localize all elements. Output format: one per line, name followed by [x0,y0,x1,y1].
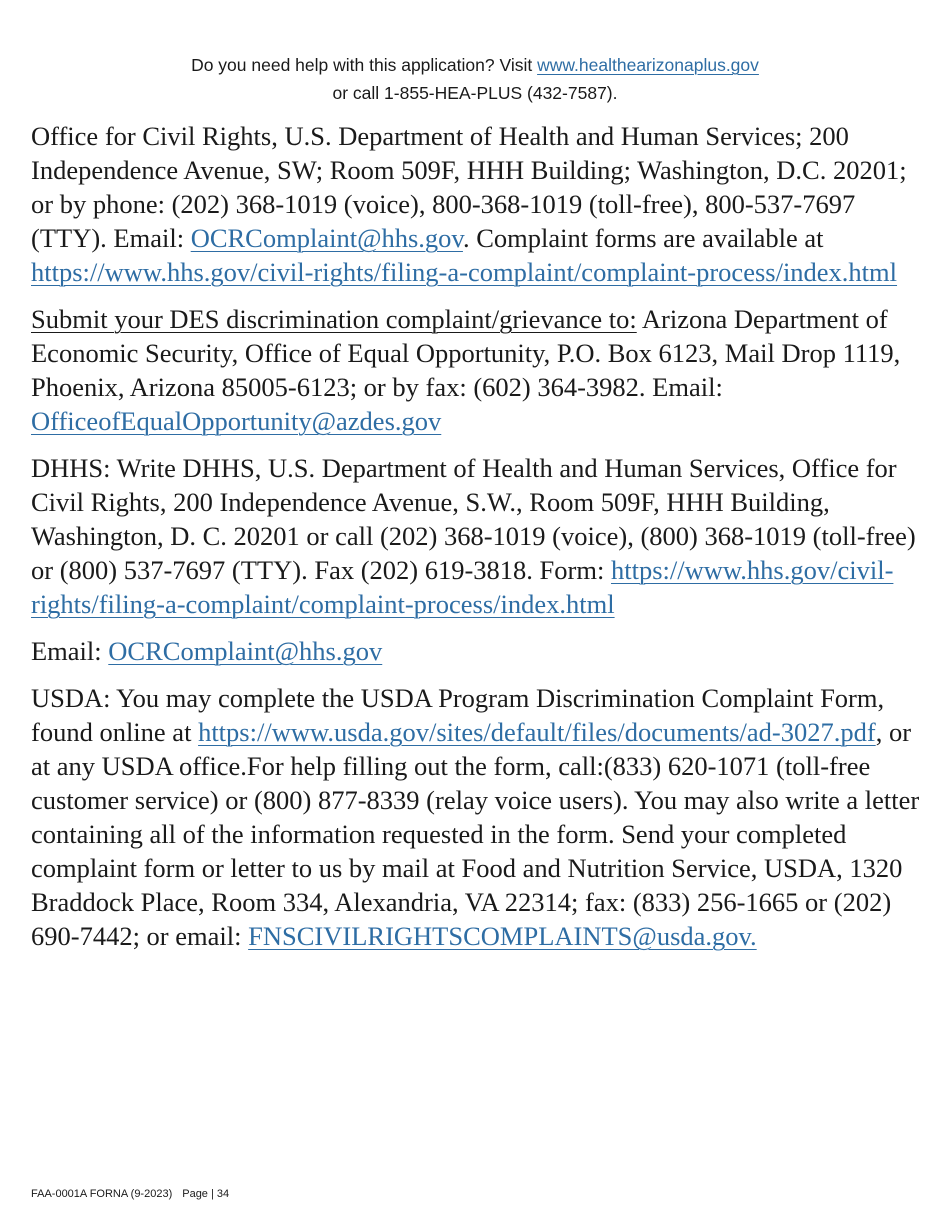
page-number: Page | 34 [182,1188,230,1200]
usda-text: USDA: You may complete the USDA Program Discrimination Complaint Form, found online at [31,683,885,747]
help-line-2: or call 1-855-HEA-PLUS (432-7587). [332,83,618,103]
usda-form-link[interactable]: https://www.usda.gov/sites/default/files/documents/ad-3027.pdf [198,717,876,747]
des-paragraph [31,302,921,438]
ocr-paragraph [31,119,921,289]
dhhs-text: DHHS: Write DHHS, U.S. Department of Health and Human Services, Office for Civil Rights, 200 Independence Avenue, S.W., Room 509F, HHH Building, Washington, D. C. 20201 or call (202) 368-1019 (voice), (800) 368-1019 (toll-free) or (800) 537-7697 (TTY). Fax (202) 619-3818. Form: [31,453,916,585]
des-heading: Submit your DES discrimination complaint/grievance to: [31,304,637,334]
help-line-1 [0,51,950,79]
usda-email-link[interactable]: FNSCIVILRIGHTSCOMPLAINTS@usda.gov. [248,921,757,951]
hhs-email-link[interactable]: OCRComplaint@hhs.gov [108,636,383,666]
dhhs-paragraph [31,451,921,621]
form-id: FAA-0001A FORNA (9-2023) [31,1188,173,1200]
usda-text-2: , or at any USDA office.For help filling out the form, call:(833) 620-1071 (toll-free customer service) or (800) 877-8339 (relay voice users). You may also write a letter containing all of the information requested in the form. Send your completed complaint form or letter to us by mail at Food and Nutrition Service, USDA, 1320 Braddock Place, Room 334, Alexandria, VA 22314; fax: (833) 256-1665 or (202) 690-7442; or email: [31,717,920,951]
dhhs-form-link[interactable]: https://www.hhs.gov/civil-rights/filing-a-complaint/complaint-process/index.html [31,555,894,619]
help-text: Do you need help with this application? Visit [191,55,538,75]
ocr-complaint-link[interactable]: https://www.hhs.gov/civil-rights/filing-a-complaint/complaint-process/index.html [31,257,898,287]
usda-paragraph [31,681,921,953]
email-paragraph [31,634,921,668]
ocr-text-2: . Complaint forms are available at [462,223,824,253]
website-link[interactable]: www.healthearizonaplus.gov [537,55,759,75]
email-label: Email: [31,636,109,666]
ocr-email-link[interactable]: OCRComplaint@hhs.gov [190,223,463,253]
ocr-text: Office for Civil Rights, U.S. Department of Health and Human Services; 200 Independence Avenue, SW; Room 509F, HHH Building; Washington, D.C. 20201; or by phone: (202) 368-1019 (voice), 800-368-1019 (toll-free), 800-537-7697 (TTY). Email: [31,121,907,253]
des-text: Arizona Department of Economic Security, Office of Equal Opportunity, P.O. Box 6123, Mail Drop 1119, Phoenix, Arizona 85005-6123; or by fax: (602) 364-3982. Email: [31,304,901,402]
des-email-link[interactable]: OfficeofEqualOpportunity@azdes.gov [31,406,442,436]
document-body [31,119,921,966]
help-header [0,51,950,107]
page-footer [31,1188,229,1200]
